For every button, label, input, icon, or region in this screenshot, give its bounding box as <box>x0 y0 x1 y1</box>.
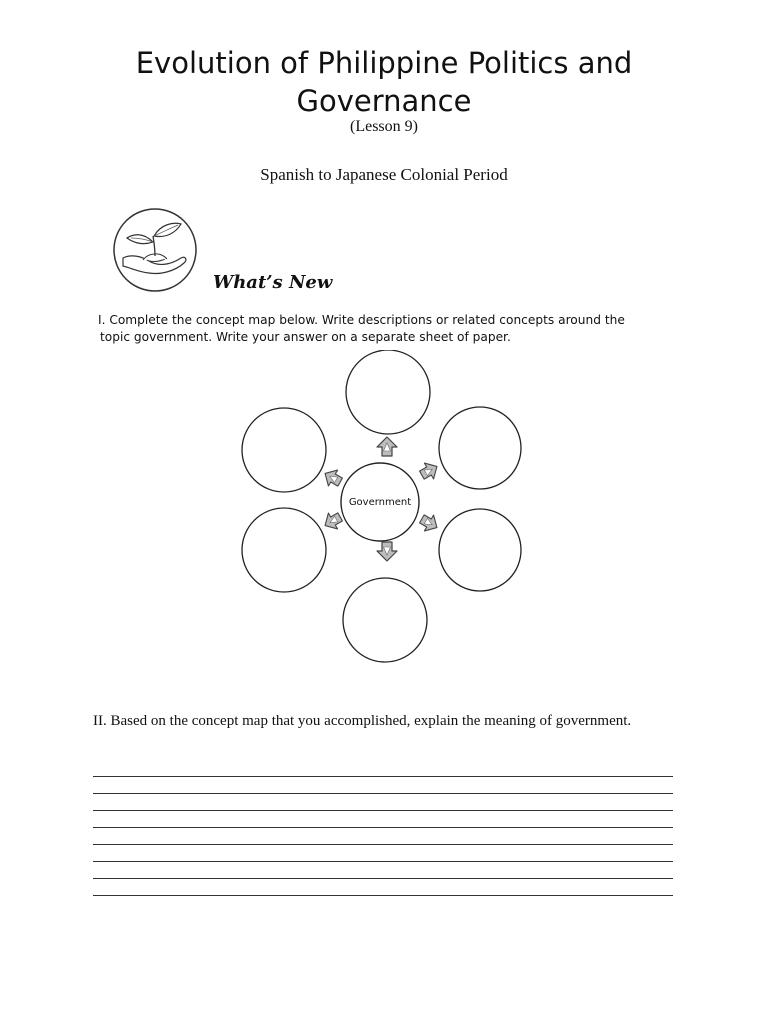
instruction-line-1: I. Complete the concept map below. Write descriptions or related concepts around the <box>98 313 625 327</box>
lesson-label: (Lesson 9) <box>350 118 418 135</box>
concept-map <box>230 350 535 665</box>
answer-lines[interactable] <box>93 760 673 896</box>
answer-line[interactable] <box>93 828 673 845</box>
concept-circle-lower-left <box>242 508 326 592</box>
arrow-upper-left-icon <box>320 465 344 490</box>
answer-line[interactable] <box>93 862 673 879</box>
title-line-2: Governance <box>296 84 472 118</box>
concept-circle-upper-left <box>242 408 326 492</box>
instruction-part-1 <box>98 312 658 346</box>
concept-circle-upper-right <box>439 407 521 489</box>
answer-line[interactable] <box>93 811 673 828</box>
instruction-part-2: II. Based on the concept map that you accomplished, explain the meaning of government. <box>93 713 632 729</box>
section-heading: What’s New <box>213 272 333 293</box>
answer-line[interactable] <box>93 879 673 896</box>
answer-line[interactable] <box>93 794 673 811</box>
period-subtitle: Spanish to Japanese Colonial Period <box>260 165 508 184</box>
arrow-lower-left-icon <box>320 509 344 534</box>
arrow-down-icon <box>377 542 397 561</box>
answer-line[interactable] <box>93 845 673 862</box>
arrow-upper-right-icon <box>417 458 441 483</box>
plant-in-hand-icon <box>109 206 201 294</box>
concept-circle-lower-right <box>439 509 521 591</box>
arrow-up-icon <box>377 437 397 456</box>
center-label: Government <box>348 497 412 508</box>
instruction-line-2: topic government. Write your answer on a separate sheet of paper. <box>100 330 511 344</box>
title-line-1: Evolution of Philippine Politics and <box>135 46 633 80</box>
answer-line[interactable] <box>93 760 673 777</box>
page-title <box>0 44 768 120</box>
arrow-lower-right-icon <box>417 511 441 536</box>
concept-circle-bottom <box>343 578 427 662</box>
answer-line[interactable] <box>93 777 673 794</box>
concept-circle-top <box>346 350 430 434</box>
